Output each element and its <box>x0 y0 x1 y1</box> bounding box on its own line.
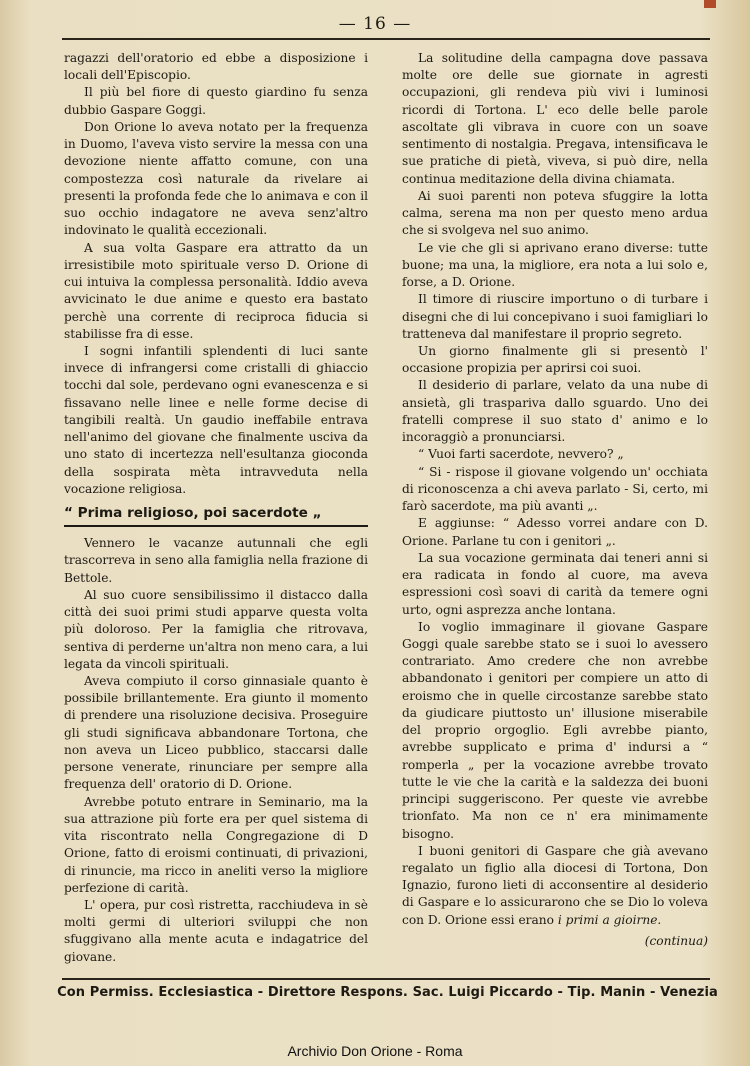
paragraph: Vennero le vacanze autunnali che egli trascorreva in seno alla famiglia nella frazione di Bettole. <box>64 536 368 585</box>
section-heading: “ Prima religioso, poi sacerdote „ <box>64 504 368 527</box>
last-paragraph <box>402 843 708 929</box>
paragraph: A sua volta Gaspare era attratto da un irresistibile moto spirituale verso D. Orione di cui intuiva la complessa personalità. Iddio aveva avvicinato le due anime e questo era bastato perchè una corrente di reciproca fiducia si stabilisse fra di esse. <box>64 240 368 341</box>
paragraph: Don Orione lo aveva notato per la frequenza in Duomo, l'aveva visto servire la messa con una devozione niente affatto comune, con una compostezza così naturale da rivelare ai presenti la profonda fede che lo animava e con il suo occhio indagatore ne aveva senz'altro indovinato le qualità eccezionali. <box>64 119 368 238</box>
paragraph: Il timore di riuscire importuno o di turbare i disegni che di lui concepivano i suoi famigliari lo tratteneva dal manifestare il proprio segreto. <box>402 292 708 341</box>
dialogue-line: “ Vuoi farti sacerdote, nevvero? „ <box>418 447 624 462</box>
dialogue-line: E aggiunse: “ Adesso vorrei andare con D. Orione. Parlane tu con i genitori „. <box>402 516 708 548</box>
paragraph: I sogni infantili splendenti di luci sante invece di infrangersi come cristalli di ghiaccio tocchi dal sole, perdevano ogni evanescenza e si fissavano nelle linee e nelle forme decise di tangibili realtà. Un gaudio ineffabile entrava nell'animo del giovane che finalmente usciva da uno stato di incertezza nell'esultanza gioconda della sospirata mèta intravveduta nella vocazione religiosa. <box>64 343 368 496</box>
paragraph: La solitudine della campagna dove passava molte ore delle sue giornate in agresti occupazioni, gli rendeva più vivi i luminosi ricordi di Tortona. L' eco delle belle parole ascoltate gli vibrava in cuore con un soave sentimento di nostalgia. Pregava, intensificava le sue pratiche di pietà, viveva, si può dire, nella continua meditazione della divina chiamata. <box>402 51 708 186</box>
paragraph: Al suo cuore sensibilissimo il distacco dalla città dei suoi primi studi apparve questa volta più doloroso. Per la famiglia che ritrovava, sentiva di perderne un'altra non meno cara, a lui legata da vincoli spirituali. <box>64 587 368 671</box>
paragraph: Aveva compiuto il corso ginnasiale quanto è possibile brillantemente. Era giunto il momento di prendere una risoluzione decisiva. Proseguire gli studi significava abbandonare Tortona, che non aveva un Liceo pubblico, staccarsi dalle persone venerate, rinunciare per sempre alla frequenza dell' oratorio di D. Orione. <box>64 673 368 792</box>
paragraph: Io voglio immaginare il giovane Gaspare Goggi quale sarebbe stato se i suoi lo avessero contrariato. Amo credere che non avrebbe abbandonato i genitori per compiere un atto di eroismo che in quelle circostanze sarebbe stato da giudicare piuttosto un' illusione miserabile del proprio orgoglio. Egli avrebbe pianto, avrebbe supplicato e prima d' indursi a “ romperla „ per la vocazione avrebbe trovato tutte le vie che la carità e la saldezza dei buoni principi suggeriscono. Per queste vie avrebbe trionfato. Ma non ce n' era minimamente bisogno. <box>402 619 708 841</box>
archive-label: Archivio Don Orione - Roma <box>287 1043 463 1059</box>
left-column <box>64 50 368 966</box>
paragraph: La sua vocazione germinata dai teneri anni si era radicata in fondo al cuore, ma aveva espressioni così soavi di carità da temere ogni urto, ogni asprezza anche lontana. <box>402 550 708 617</box>
bottom-rule <box>62 978 710 980</box>
right-column <box>402 50 708 950</box>
footer-imprint: Con Permiss. Ecclesiastica - Direttore Respons. Sac. Luigi Piccardo - Tip. Manin - Venezia <box>57 985 718 1000</box>
paragraph: Il desiderio di parlare, velato da una nube di ansietà, gli traspariva dallo sguardo. Uno dei fratelli comprese il suo stato d' animo e lo incoraggiò a pronunciarsi. <box>402 378 708 445</box>
paragraph: ragazzi dell'oratorio ed ebbe a disposizione i locali dell'Episcopio. <box>64 51 368 83</box>
paragraph: L' opera, pur così ristretta, racchiudeva in sè molti germi di ulteriori sviluppi che non sfuggivano alla mente acuta e indagatrice del giovane. <box>64 898 368 964</box>
page-number: — 16 — <box>338 14 412 34</box>
paragraph: Avrebbe potuto entrare in Seminario, ma la sua attrazione più forte era per quel sistema di vita riscontrato nella Congregazione di D Orione, fatto di eroismi continuati, di privazioni, di rinuncie, ma ricco in aneliti verso la migliore perfezione di carità. <box>64 794 368 895</box>
last-paragraph-emphasis: i primi a gioirne. <box>557 912 662 927</box>
top-rule <box>62 38 710 40</box>
paragraph: Ai suoi parenti non poteva sfuggire la lotta calma, serena ma non per questo meno ardua che si svolgeva nel suo animo. <box>402 188 708 238</box>
paper-edge-mark <box>704 0 716 8</box>
paragraph: Un giorno finalmente gli si presentò l' occasione propizia per aprirsi coi suoi. <box>402 343 708 376</box>
paragraph: Le vie che gli si aprivano erano diverse: tutte buone; ma una, la migliore, era nota a lui solo e, forse, a D. Orione. <box>402 240 708 290</box>
dialogue-line: “ Si - rispose il giovane volgendo un' occhiata di riconoscenza a chi aveva parlato - Si, certo, mi farò sacerdote, ma più avanti „. <box>402 464 708 514</box>
continua-label: (continua) <box>644 933 708 948</box>
last-paragraph-text: I buoni genitori di Gaspare che già avevano regalato un figlio alla diocesi di Tortona, Don Ignazio, furono lieti di acconsentire al desiderio di Gaspare e lo assicurarono che se Dio lo voleva con D. Orione essi erano <box>402 843 708 927</box>
paragraph: Il più bel fiore di questo giardino fu senza dubbio Gaspare Goggi. <box>64 85 368 117</box>
